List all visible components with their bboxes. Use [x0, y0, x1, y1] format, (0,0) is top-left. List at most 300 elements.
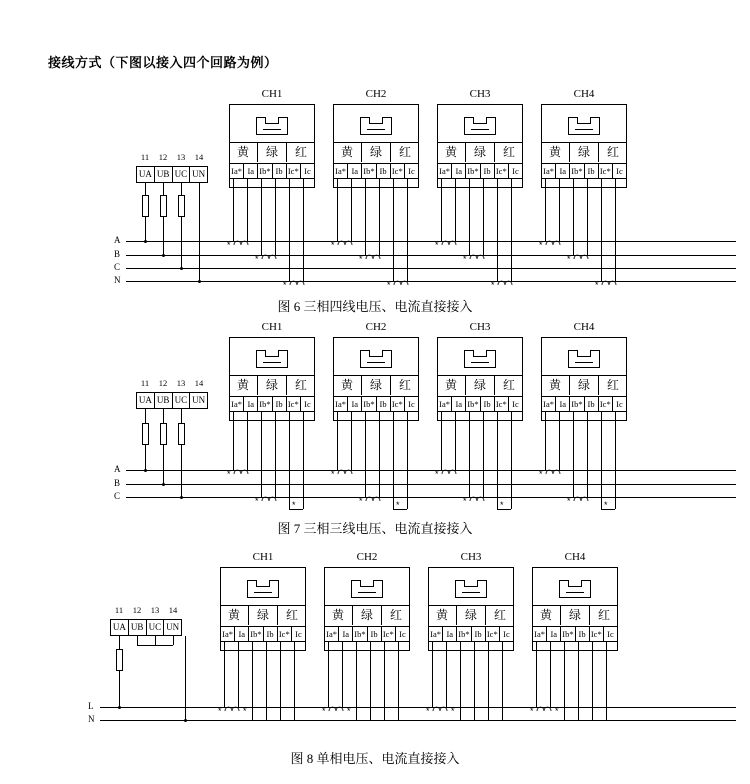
terminal-row-ch3 [437, 396, 523, 412]
voltage-number-14: 14 [168, 605, 178, 615]
phase-label-l: L [88, 701, 94, 711]
terminal-ib: Ib [585, 397, 599, 411]
ct-lead [233, 412, 234, 470]
terminal-ib: Ib [377, 164, 391, 178]
rj45-notch [464, 580, 478, 587]
terminal-ib: Ib [377, 397, 391, 411]
terminal-ic: Ic [512, 399, 519, 409]
terminal-ia-star: Ia* [325, 627, 339, 641]
phase-label-c: C [114, 491, 121, 501]
color-cell-yellow: 黄 [333, 143, 362, 162]
phase-label-n: N [114, 275, 121, 285]
rj45-notch [473, 350, 487, 357]
junction-dot-c [180, 496, 183, 499]
voltage-terminal-ua: UA [111, 620, 129, 635]
ct-lead [460, 642, 461, 720]
voltage-terminal-block [110, 619, 182, 636]
ct-lead [303, 412, 304, 509]
voltage-number-12: 12 [158, 378, 168, 388]
color-cell-green: 绿 [258, 376, 287, 395]
ct-lead [379, 412, 380, 497]
color-cell-green: 绿 [570, 376, 599, 395]
ct-lead [275, 412, 276, 497]
terminal-ib-star: Ib* [458, 629, 470, 639]
rj45-notch [369, 350, 383, 357]
polarity-star: * [463, 254, 467, 264]
ct-lead [247, 412, 248, 470]
voltage-numbers-row [110, 605, 182, 615]
ct-lead [497, 412, 498, 509]
rj45-icon-ch2 [351, 580, 383, 598]
ct-lead [370, 642, 371, 720]
voltage-number-11: 11 [114, 605, 124, 615]
color-cell-green: 绿 [362, 376, 391, 395]
terminal-ia-star: Ia* [334, 164, 348, 178]
terminal-ia: Ia [452, 397, 466, 411]
polarity-star: * [500, 500, 504, 510]
ct-coil [536, 702, 554, 711]
terminal-ic: Ic [616, 399, 623, 409]
terminal-ic: Ic [399, 629, 406, 639]
terminal-ib-star: Ib* [571, 166, 583, 176]
voltage-number-13: 13 [150, 605, 160, 615]
voltage-terminal-uc: UC [173, 167, 191, 182]
terminal-ib-star: Ib* [363, 399, 375, 409]
ct-coil [545, 465, 563, 474]
color-cell-green: 绿 [457, 606, 486, 625]
color-cell-green: 绿 [570, 143, 599, 162]
neutral-jumper-ub [137, 636, 138, 645]
color-cell-red: 红 [597, 608, 610, 622]
ct-lead [294, 642, 295, 720]
terminal-ia: Ia [339, 627, 353, 641]
color-cell-yellow: 黄 [437, 376, 466, 395]
voltage-number-13: 13 [176, 378, 186, 388]
rj45-pinline [358, 592, 376, 593]
voltage-lead-c [181, 409, 182, 423]
figure-caption-7: 图 7 三相三线电压、电流直接接入 [277, 521, 473, 536]
terminal-ia-star: Ia* [221, 627, 235, 641]
rj45-icon-ch1 [247, 580, 279, 598]
rj45-icon-ch3 [464, 350, 496, 368]
terminal-ib-star: Ib* [250, 629, 262, 639]
fuse-b [160, 423, 167, 445]
terminal-ia-star: Ia* [438, 397, 452, 411]
terminal-ia: Ia [547, 627, 561, 641]
terminal-ib: Ib [481, 397, 495, 411]
terminal-ic: Ic [408, 399, 415, 409]
rj45-pinline [566, 592, 584, 593]
polarity-star: * [331, 469, 335, 479]
junction-dot-a [144, 469, 147, 472]
voltage-number-13: 13 [176, 152, 186, 162]
color-cell-red: 红 [502, 378, 515, 392]
ct-lead [289, 412, 290, 509]
rj45-pinline [367, 362, 385, 363]
ct-coil [328, 702, 346, 711]
bus-line-b [126, 484, 736, 485]
figure-caption-8: 图 8 单相电压、电流直接接入 [290, 751, 460, 766]
ct-lead [446, 642, 447, 707]
ct-lead [587, 412, 588, 497]
voltage-drop-l [119, 671, 120, 707]
terminal-ic-star: Ic* [599, 397, 613, 411]
terminal-ic: Ic [616, 166, 623, 176]
ct-lead [342, 642, 343, 707]
neutral-jumper [137, 645, 173, 646]
terminal-ib: Ib [472, 627, 486, 641]
polarity-star: * [595, 280, 599, 290]
terminal-ib-star: Ib* [363, 166, 375, 176]
color-row-ch4 [532, 606, 618, 625]
color-row-ch1 [229, 376, 315, 395]
terminal-ia: Ia [348, 397, 362, 411]
voltage-lead-a [145, 409, 146, 423]
ct-coil [224, 702, 242, 711]
rj45-notch [577, 350, 591, 357]
terminal-ic-star: Ic* [495, 164, 509, 178]
polarity-star: * [255, 254, 259, 264]
color-cell-red: 红 [398, 378, 411, 392]
voltage-terminal-ua: UA [137, 167, 155, 182]
channel-label-ch1: CH1 [252, 551, 274, 563]
voltage-number-12: 12 [132, 605, 142, 615]
channel-label-ch3: CH3 [469, 88, 491, 100]
voltage-terminal-ub: UB [155, 393, 173, 408]
polarity-star: * [567, 496, 571, 506]
polarity-star: * [555, 706, 559, 716]
ct-lead [573, 412, 574, 497]
terminal-ic-star: Ic* [391, 397, 405, 411]
polarity-star: * [491, 280, 495, 290]
ct-lead [407, 412, 408, 509]
terminal-ia-star: Ia* [230, 164, 244, 178]
color-row-ch3 [437, 376, 523, 395]
ct-lead [469, 412, 470, 497]
polarity-star: * [539, 240, 543, 250]
bus-line-c [126, 497, 736, 498]
ct-lead [384, 642, 385, 720]
color-cell-yellow: 黄 [428, 606, 457, 625]
rj45-icon-ch4 [559, 580, 591, 598]
channel-label-ch1: CH1 [261, 88, 283, 100]
terminal-ic: Ic [295, 629, 302, 639]
figure-caption-6: 图 6 三相四线电压、电流直接接入 [277, 299, 473, 314]
polarity-star: * [435, 240, 439, 250]
terminal-ib-star: Ib* [467, 166, 479, 176]
ct-lead [502, 642, 503, 720]
ct-lead [337, 412, 338, 470]
terminal-ic: Ic [512, 166, 519, 176]
ct-lead [393, 412, 394, 509]
bus-line-l [100, 707, 736, 708]
voltage-number-14: 14 [194, 152, 204, 162]
page-heading: 接线方式（下图以接入四个回路为例） [48, 55, 278, 70]
channel-label-ch2: CH2 [356, 551, 378, 563]
ct-coil [469, 492, 487, 501]
terminal-ia-star: Ia* [334, 397, 348, 411]
junction-dot-b [162, 483, 165, 486]
terminal-ib: Ib [273, 164, 287, 178]
ct-lead [261, 412, 262, 497]
junction-dot-n [184, 719, 187, 722]
color-cell-red: 红 [606, 378, 619, 392]
rj45-notch [360, 580, 374, 587]
terminal-ib-star: Ib* [562, 629, 574, 639]
terminal-ic: Ic [304, 166, 311, 176]
color-cell-green: 绿 [353, 606, 382, 625]
color-cell-red: 红 [294, 145, 307, 159]
color-cell-red: 红 [389, 608, 402, 622]
polarity-star: * [463, 496, 467, 506]
voltage-number-12: 12 [158, 152, 168, 162]
terminal-ic: Ic [607, 629, 614, 639]
polarity-star: * [567, 254, 571, 264]
rj45-icon-ch1 [256, 350, 288, 368]
voltage-terminal-un: UN [166, 622, 180, 632]
terminal-ib: Ib [585, 164, 599, 178]
color-cell-red: 红 [493, 608, 506, 622]
ct-coil [365, 492, 383, 501]
polarity-star: * [347, 706, 351, 716]
ct-coil [573, 492, 591, 501]
color-cell-red: 红 [606, 145, 619, 159]
terminal-ic-star: Ic* [486, 627, 500, 641]
color-cell-yellow: 黄 [229, 376, 258, 395]
neutral-jumper-uc [155, 636, 156, 645]
color-cell-yellow: 黄 [532, 606, 561, 625]
ct-lead [615, 412, 616, 509]
ct-lead [536, 642, 537, 707]
terminal-ic-star: Ic* [599, 164, 613, 178]
channel-label-ch1: CH1 [261, 321, 283, 333]
channel-label-ch3: CH3 [460, 551, 482, 563]
ct-lead [224, 642, 225, 707]
terminal-ic: Ic [503, 629, 510, 639]
ct-lead [474, 642, 475, 720]
fuse-c [178, 423, 185, 445]
terminal-ia: Ia [244, 164, 258, 178]
terminal-ia: Ia [556, 164, 570, 178]
terminal-ib: Ib [481, 164, 495, 178]
terminal-row-ch4 [541, 396, 627, 412]
ct-lead [488, 642, 489, 720]
terminal-ia-star: Ia* [429, 627, 443, 641]
terminal-ia-star: Ia* [438, 164, 452, 178]
rj45-pinline [263, 362, 281, 363]
ct-coil [441, 465, 459, 474]
ct-lead [351, 412, 352, 470]
terminal-ic-star: Ic* [495, 397, 509, 411]
fuse-l [116, 649, 123, 671]
bus-line-a [126, 470, 736, 471]
terminal-ib-star: Ib* [259, 166, 271, 176]
terminal-row-ch2 [324, 626, 410, 642]
color-cell-red: 红 [285, 608, 298, 622]
ct-lead [455, 412, 456, 470]
ct-lead [441, 412, 442, 470]
color-cell-green: 绿 [466, 376, 495, 395]
terminal-ib: Ib [273, 397, 287, 411]
phase-label-n: N [88, 714, 95, 724]
ct-lead [252, 642, 253, 720]
rj45-notch [265, 350, 279, 357]
color-row-ch3 [428, 606, 514, 625]
terminal-ia: Ia [443, 627, 457, 641]
ct-lead [328, 642, 329, 707]
polarity-star: * [359, 254, 363, 264]
ct-lead [432, 642, 433, 707]
phase-label-a: A [114, 235, 121, 245]
rj45-pinline [254, 592, 272, 593]
terminal-ia: Ia [244, 397, 258, 411]
terminal-ib-star: Ib* [571, 399, 583, 409]
terminal-row-ch1 [220, 626, 306, 642]
channel-label-ch2: CH2 [365, 88, 387, 100]
terminal-ia: Ia [452, 164, 466, 178]
color-cell-green: 绿 [258, 143, 287, 162]
color-cell-red: 红 [398, 145, 411, 159]
ct-coil [261, 492, 279, 501]
polarity-star: * [218, 706, 222, 716]
voltage-drop-a [145, 445, 146, 470]
ct-coil [432, 702, 450, 711]
color-row-ch2 [333, 376, 419, 395]
voltage-terminal-uc: UC [173, 393, 191, 408]
terminal-ic-star: Ic* [590, 627, 604, 641]
voltage-terminal-ub: UB [129, 620, 147, 635]
terminal-ib: Ib [264, 627, 278, 641]
rj45-pinline [575, 362, 593, 363]
channel-label-ch4: CH4 [573, 321, 595, 333]
polarity-star: * [243, 706, 247, 716]
color-cell-red: 红 [502, 145, 515, 159]
color-cell-green: 绿 [362, 143, 391, 162]
terminal-ia-star: Ia* [542, 164, 556, 178]
terminal-ia-star: Ia* [533, 627, 547, 641]
terminal-ia-star: Ia* [542, 397, 556, 411]
color-cell-yellow: 黄 [220, 606, 249, 625]
terminal-ib-star: Ib* [354, 629, 366, 639]
polarity-star: * [227, 240, 231, 250]
ct-lead [578, 642, 579, 720]
polarity-star: * [331, 240, 335, 250]
voltage-terminal-uc: UC [147, 620, 165, 635]
terminal-ic-star: Ic* [287, 164, 301, 178]
channel-label-ch2: CH2 [365, 321, 387, 333]
voltage-terminal-ua: UA [137, 393, 155, 408]
voltage-lead-b [163, 409, 164, 423]
polarity-star: * [292, 500, 296, 510]
terminal-ia-star: Ia* [230, 397, 244, 411]
color-cell-yellow: 黄 [333, 376, 362, 395]
voltage-terminal-un: UN [192, 169, 206, 179]
terminal-row-ch2 [333, 396, 419, 412]
polarity-star: * [539, 469, 543, 479]
color-row-ch4 [541, 376, 627, 395]
ct-lead [564, 642, 565, 720]
ct-lead [601, 412, 602, 509]
phase-label-b: B [114, 249, 121, 259]
rj45-notch [256, 580, 270, 587]
color-cell-yellow: 黄 [324, 606, 353, 625]
color-cell-yellow: 黄 [541, 143, 570, 162]
ct-lead [280, 642, 281, 720]
phase-label-b: B [114, 478, 121, 488]
terminal-ic: Ic [408, 166, 415, 176]
polarity-star: * [435, 469, 439, 479]
color-cell-green: 绿 [249, 606, 278, 625]
rj45-icon-ch2 [360, 350, 392, 368]
ct-lead [398, 642, 399, 720]
ct-lead [511, 412, 512, 509]
neutral-jumper-un [173, 636, 174, 645]
voltage-numbers-row [136, 378, 208, 388]
voltage-terminal-ub: UB [155, 167, 173, 182]
color-cell-red: 红 [294, 378, 307, 392]
polarity-star: * [227, 469, 231, 479]
ct-lead [606, 642, 607, 720]
terminal-ib: Ib [368, 627, 382, 641]
bus-line-n [100, 720, 736, 721]
terminal-ic-star: Ic* [391, 164, 405, 178]
voltage-terminal-un: UN [192, 395, 206, 405]
terminal-ic: Ic [304, 399, 311, 409]
voltage-drop-b [163, 445, 164, 484]
polarity-star: * [255, 496, 259, 506]
color-cell-yellow: 黄 [437, 143, 466, 162]
terminal-ib: Ib [576, 627, 590, 641]
ct-lead [356, 642, 357, 720]
rj45-notch [568, 580, 582, 587]
color-cell-yellow: 黄 [229, 143, 258, 162]
polarity-star: * [322, 706, 326, 716]
ct-lead [365, 412, 366, 497]
channel-label-ch3: CH3 [469, 321, 491, 333]
color-cell-green: 绿 [466, 143, 495, 162]
color-row-ch2 [324, 606, 410, 625]
ct-lead [545, 412, 546, 470]
voltage-lead-l [119, 636, 120, 649]
color-cell-yellow: 黄 [541, 376, 570, 395]
phase-label-c: C [114, 262, 121, 272]
channel-label-ch4: CH4 [573, 88, 595, 100]
terminal-ib-star: Ib* [467, 399, 479, 409]
polarity-star: * [530, 706, 534, 716]
polarity-star: * [426, 706, 430, 716]
terminal-row-ch4 [532, 626, 618, 642]
polarity-star: * [283, 280, 287, 290]
fuse-a [142, 423, 149, 445]
voltage-drop-c [181, 445, 182, 497]
ct-coil [337, 465, 355, 474]
terminal-ic-star: Ic* [382, 627, 396, 641]
terminal-ia: Ia [235, 627, 249, 641]
terminal-ic-star: Ic* [278, 627, 292, 641]
rj45-pinline [462, 592, 480, 593]
ct-lead [550, 642, 551, 707]
channel-label-ch4: CH4 [564, 551, 586, 563]
terminal-ic-star: Ic* [287, 397, 301, 411]
ct-lead [483, 412, 484, 497]
terminal-ia: Ia [556, 397, 570, 411]
ct-lead [592, 642, 593, 720]
voltage-number-14: 14 [194, 378, 204, 388]
terminal-row-ch3 [428, 626, 514, 642]
rj45-icon-ch4 [568, 350, 600, 368]
voltage-terminal-block [136, 392, 208, 409]
terminal-ib-star: Ib* [259, 399, 271, 409]
